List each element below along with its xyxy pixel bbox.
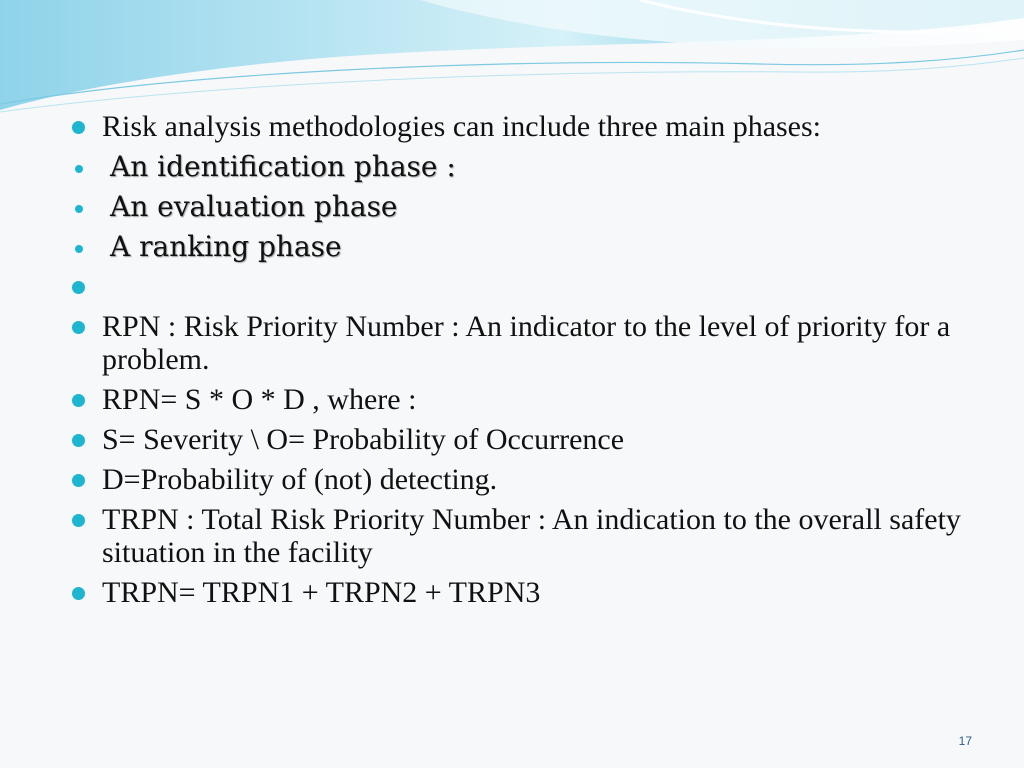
bullet-item bbox=[72, 383, 972, 416]
bullet-list bbox=[72, 106, 972, 609]
bullet-dot-icon bbox=[75, 245, 83, 253]
bullet-text: TRPN= TRPN1 + TRPN2 + TRPN3 bbox=[102, 576, 541, 609]
bullet-text: RPN : Risk Priority Number : An indicator to the level of priority for a problem. bbox=[102, 310, 951, 376]
bullet-text: An identification phase : bbox=[110, 150, 456, 183]
bullet-item bbox=[72, 576, 972, 609]
empty-bullet-item bbox=[72, 270, 972, 303]
bullet-item bbox=[72, 503, 972, 569]
bullet-dot-icon bbox=[72, 434, 85, 447]
bullet-text: RPN= S * O * D , where : bbox=[102, 383, 417, 416]
bullet-item bbox=[72, 310, 972, 376]
sub-bullet-item bbox=[72, 190, 972, 223]
bullet-text: Risk analysis methodologies can include three main phases: bbox=[102, 110, 822, 143]
bullet-dot-icon bbox=[72, 121, 85, 134]
sub-bullet-item bbox=[72, 150, 972, 183]
bullet-item bbox=[72, 423, 972, 456]
header-wave-decoration bbox=[0, 0, 1024, 120]
bullet-text: S= Severity \ O= Probability of Occurrence bbox=[102, 423, 625, 456]
bullet-text: D=Probability of (not) detecting. bbox=[102, 463, 498, 496]
page-number: 17 bbox=[958, 734, 972, 748]
bullet-dot-icon bbox=[72, 394, 85, 407]
bullet-dot-icon bbox=[72, 321, 85, 334]
bullet-dot-icon bbox=[72, 514, 85, 527]
bullet-text: TRPN : Total Risk Priority Number : An indication to the overall safety situation in the facility bbox=[102, 503, 961, 569]
sub-bullet-item bbox=[72, 230, 972, 263]
bullet-dot-icon bbox=[72, 474, 85, 487]
bullet-dot-icon bbox=[75, 205, 83, 213]
bullet-item bbox=[72, 463, 972, 496]
bullet-dot-icon bbox=[72, 587, 85, 600]
bullet-text: A ranking phase bbox=[110, 230, 342, 263]
bullet-text: An evaluation phase bbox=[110, 190, 398, 223]
bullet-dot-icon bbox=[75, 165, 83, 173]
bullet-dot-icon bbox=[72, 281, 85, 294]
bullet-item bbox=[72, 110, 972, 143]
